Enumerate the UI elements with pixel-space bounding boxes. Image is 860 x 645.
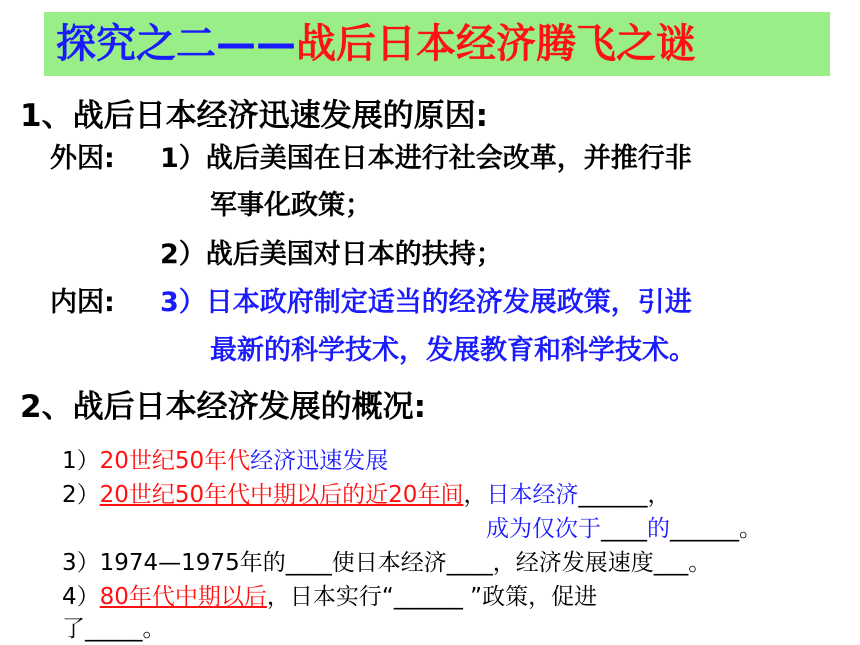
internal-item-3-line2: 最新的科学技术，发展教育和科学技术。 [210,335,696,366]
item2-number: 2） [62,482,100,508]
overview-item-4-line2: 了_____。 [62,616,166,642]
item2-desc: 日本经济 [486,482,579,508]
internal-item-3-line1: 3）日本政府制定适当的经济发展政策，引进 [160,287,692,318]
item1-period: 20世纪50年代 [99,448,251,474]
item2-comma2: ， [647,482,671,508]
item1-number: 1） [62,448,100,474]
section1-heading: 1、战后日本经济迅速发展的原因: [20,98,488,134]
overview-item-2-line2 [486,514,762,544]
item2-line2-desc: 成为仅次于 [486,516,601,542]
item4-rest: ，日本实行“______ ”政策，促进 [266,584,598,610]
overview-item-4 [62,582,597,612]
external-item-1-line1: 1）战后美国在日本进行社会改革，并推行非 [160,143,692,174]
item2-end: 。 [739,516,762,542]
item2-blank2: ____ [601,516,647,542]
overview-item-3: 3）1974—1975年的____使日本经济____，经济发展速度___。 [62,550,712,576]
overview-item-1 [62,446,388,476]
page-title [56,16,696,72]
item2-blank1: ______ [578,482,648,508]
item2-blank3: ______ [670,516,739,542]
item1-desc: 经济迅速发展 [250,448,389,474]
title-part-1: 探究之二—— [56,21,296,67]
section2-heading: 2、战后日本经济发展的概况: [20,389,426,425]
item2-comma1: ， [463,482,487,508]
item4-number: 4） [62,584,100,610]
title-part-2: 战后日本经济腾飞之谜 [296,21,696,67]
item2-de: 的 [647,516,670,542]
external-label: 外因: [50,143,115,174]
external-item-1-line2: 军事化政策； [210,190,372,221]
overview-item-2 [62,480,670,510]
item4-period: 80年代中期以后 [99,584,267,610]
internal-label: 内因: [50,287,115,318]
external-item-2: 2）战后美国对日本的扶持； [160,239,503,270]
item2-period: 20世纪50年代中期以后的近20年间 [99,482,464,508]
